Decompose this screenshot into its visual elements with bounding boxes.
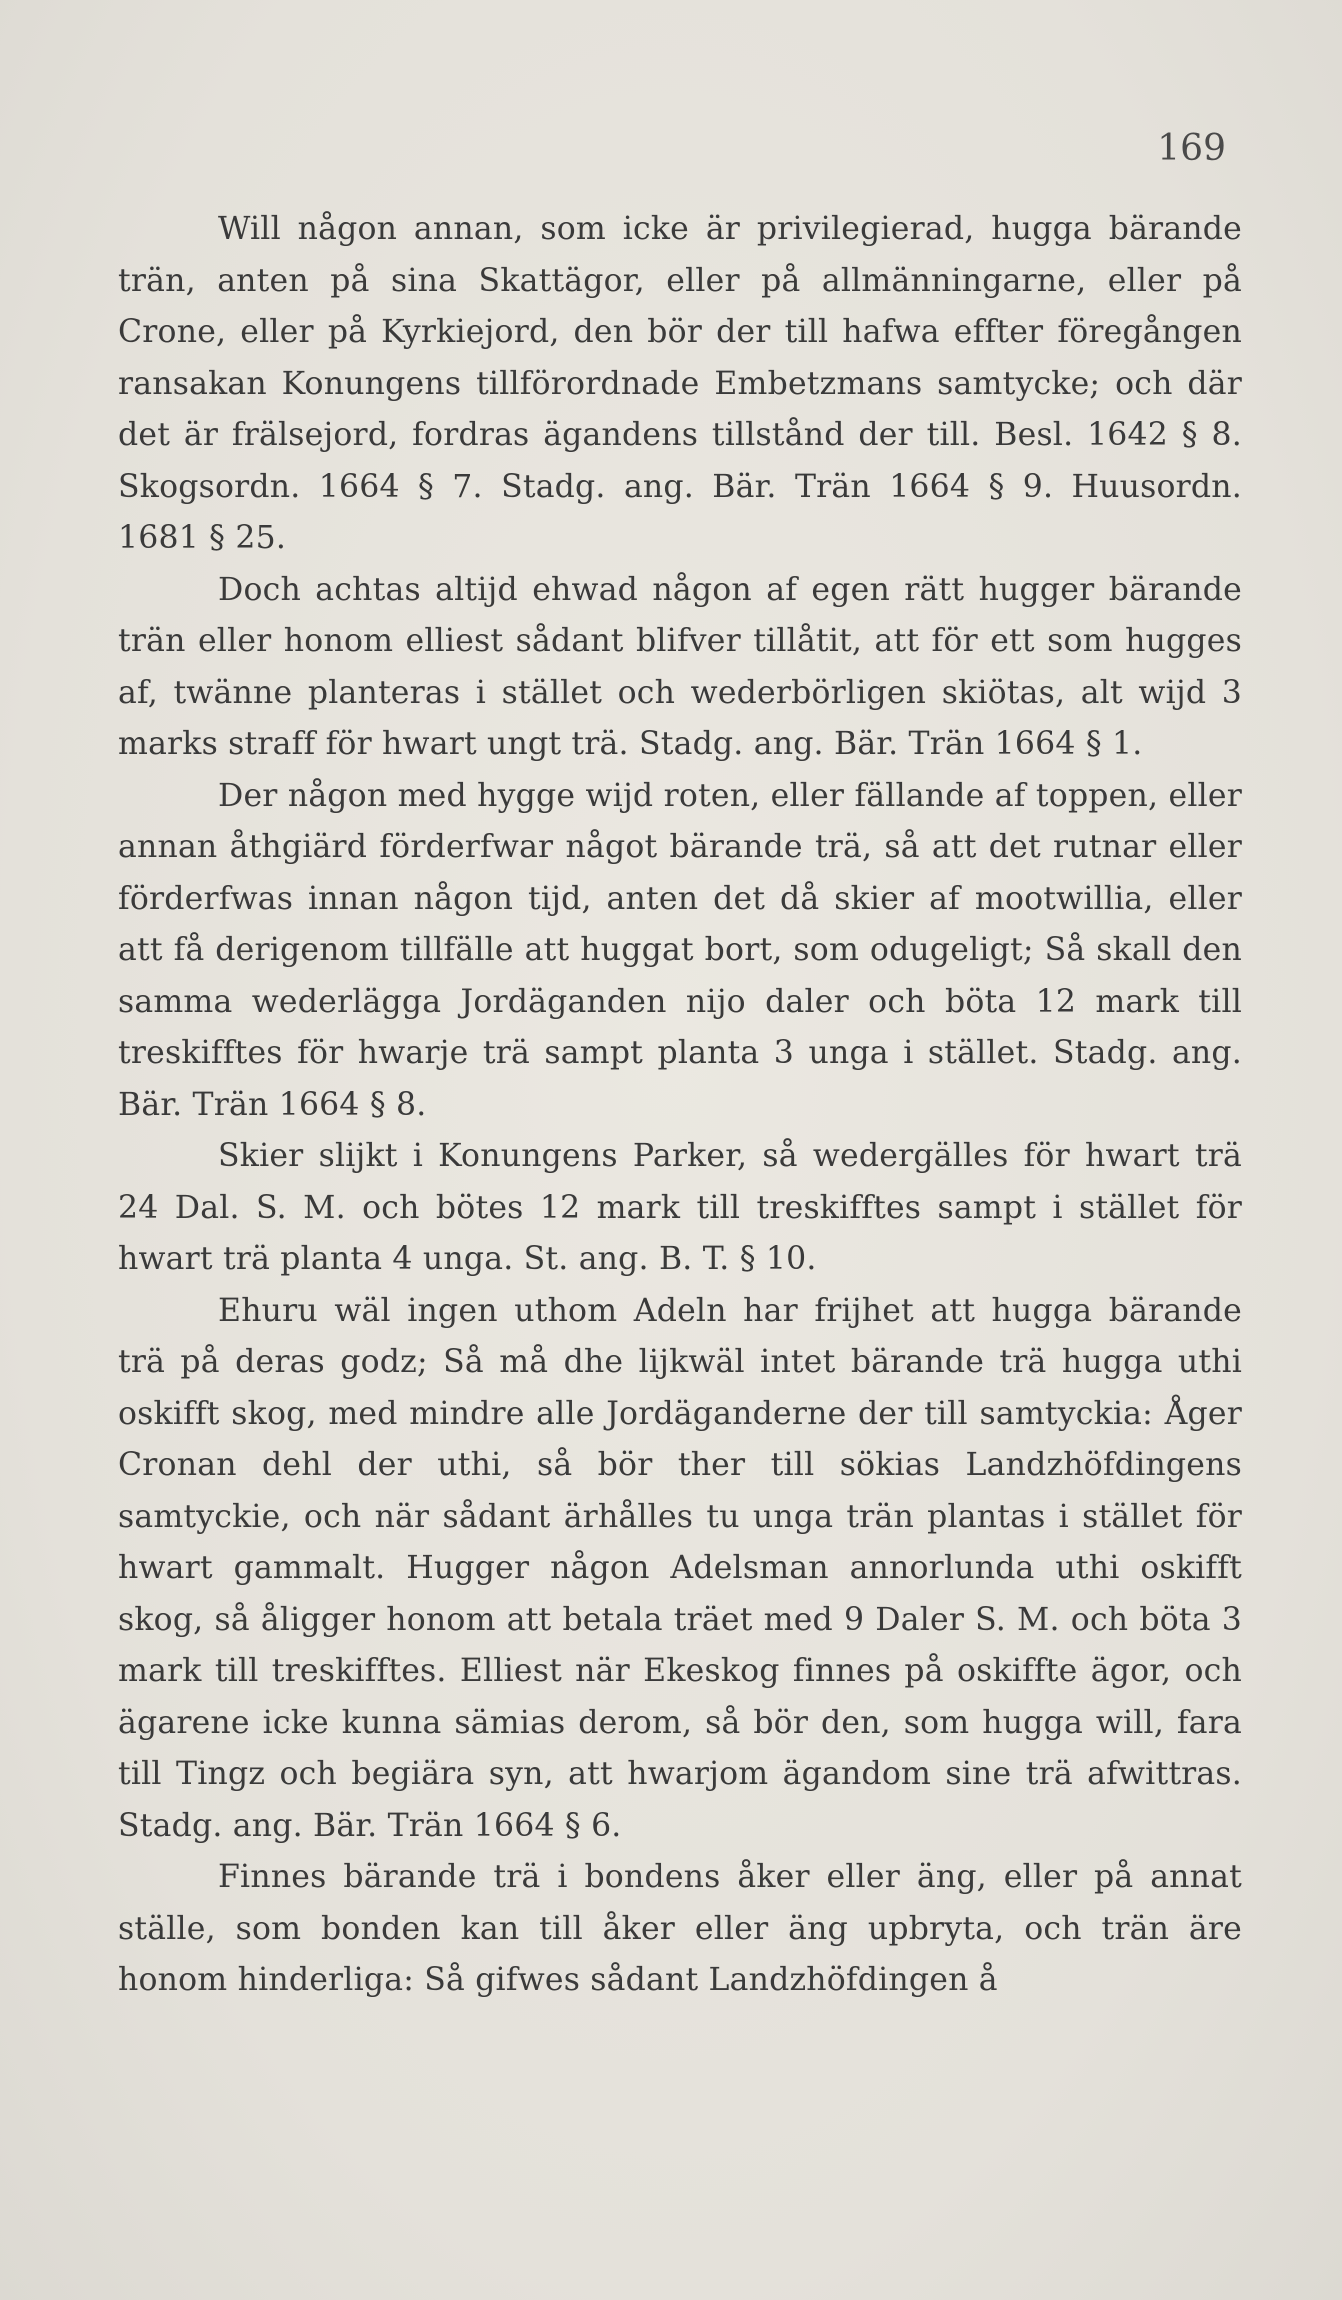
paragraph-3: Der någon med hygge wijd roten, eller fällande af toppen, eller annan åthgiärd förderfwar något bärande trä, så att det rutnar eller förderfwas innan någon tijd, anten det då skier af mootwillia, eller att få derigenom tillfälle att huggat bort, som odugeligt; Så skall den samma wederlägga Jordäganden nijo daler och böta 12 mark till treskifftes för hwarje trä sampt planta 3 unga i stället. Stadg. ang. Bär. Trän 1664 § 8. [118, 777, 1242, 1123]
paragraph-2: Doch achtas altijd ehwad någon af egen rätt hugger bärande trän eller honom elliest sådant blifver tillåtit, att för ett som hugges af, twänne planteras i stället och wederbörligen skiötas, alt wijd 3 marks straff för hwart ungt trä. Stadg. ang. Bär. Trän 1664 § 1. [118, 571, 1242, 762]
paragraph-5: Ehuru wäl ingen uthom Adeln har frijhet att hugga bärande trä på deras godz; Så må dhe lijkwäl intet bärande trä hugga uthi oskifft skog, med mindre alle Jordäganderne der till samtyckia: Åger Cronan dehl der uthi, så bör ther till sökias Landzhöfdingens samtyckie, och när sådant ärhålles tu unga trän plantas i stället för hwart gammalt. Hugger någon Adelsman annorlunda uthi oskifft skog, så åligger honom att betala träet med 9 Daler S. M. och böta 3 mark till treskifftes. Elliest när Ekeskog finnes på oskiffte ägor, och ägarene icke kunna sämias derom, så bör den, som hugga will, fara till Tingz och begiära syn, att hwarjom ägandom sine trä afwittras. Stadg. ang. Bär. Trän 1664 § 6. [118, 1292, 1242, 1844]
paragraph-1: Will någon annan, som icke är privilegierad, hugga bärande trän, anten på sina Skattägor, eller på allmänningarne, eller på Crone, eller på Kyrkiejord, den bör der till hafwa effter föregången ransakan Konungens tillförordnade Embetzmans samtycke; och där det är frälsejord, fordras ägandens tillstånd der till. Besl. 1642 § 8. Skogsordn. 1664 § 7. Stadg. ang. Bär. Trän 1664 § 9. Huusordn. 1681 § 25. [118, 211, 1242, 556]
paragraph-6: Finnes bärande trä i bondens åker eller äng, eller på annat ställe, som bonden kan till åker eller äng upbryta, och trän äre honom hinderliga: Så gifwes sådant Landzhöfdingen å [118, 1859, 1242, 1998]
paragraph-4: Skier slijkt i Konungens Parker, så wedergälles för hwart trä 24 Dal. S. M. och bötes 12 mark till treskifftes sampt i stället för hwart trä planta 4 unga. St. ang. B. T. § 10. [118, 1138, 1242, 1277]
page-number: 169 [1157, 128, 1226, 169]
body-text [118, 204, 1242, 2007]
